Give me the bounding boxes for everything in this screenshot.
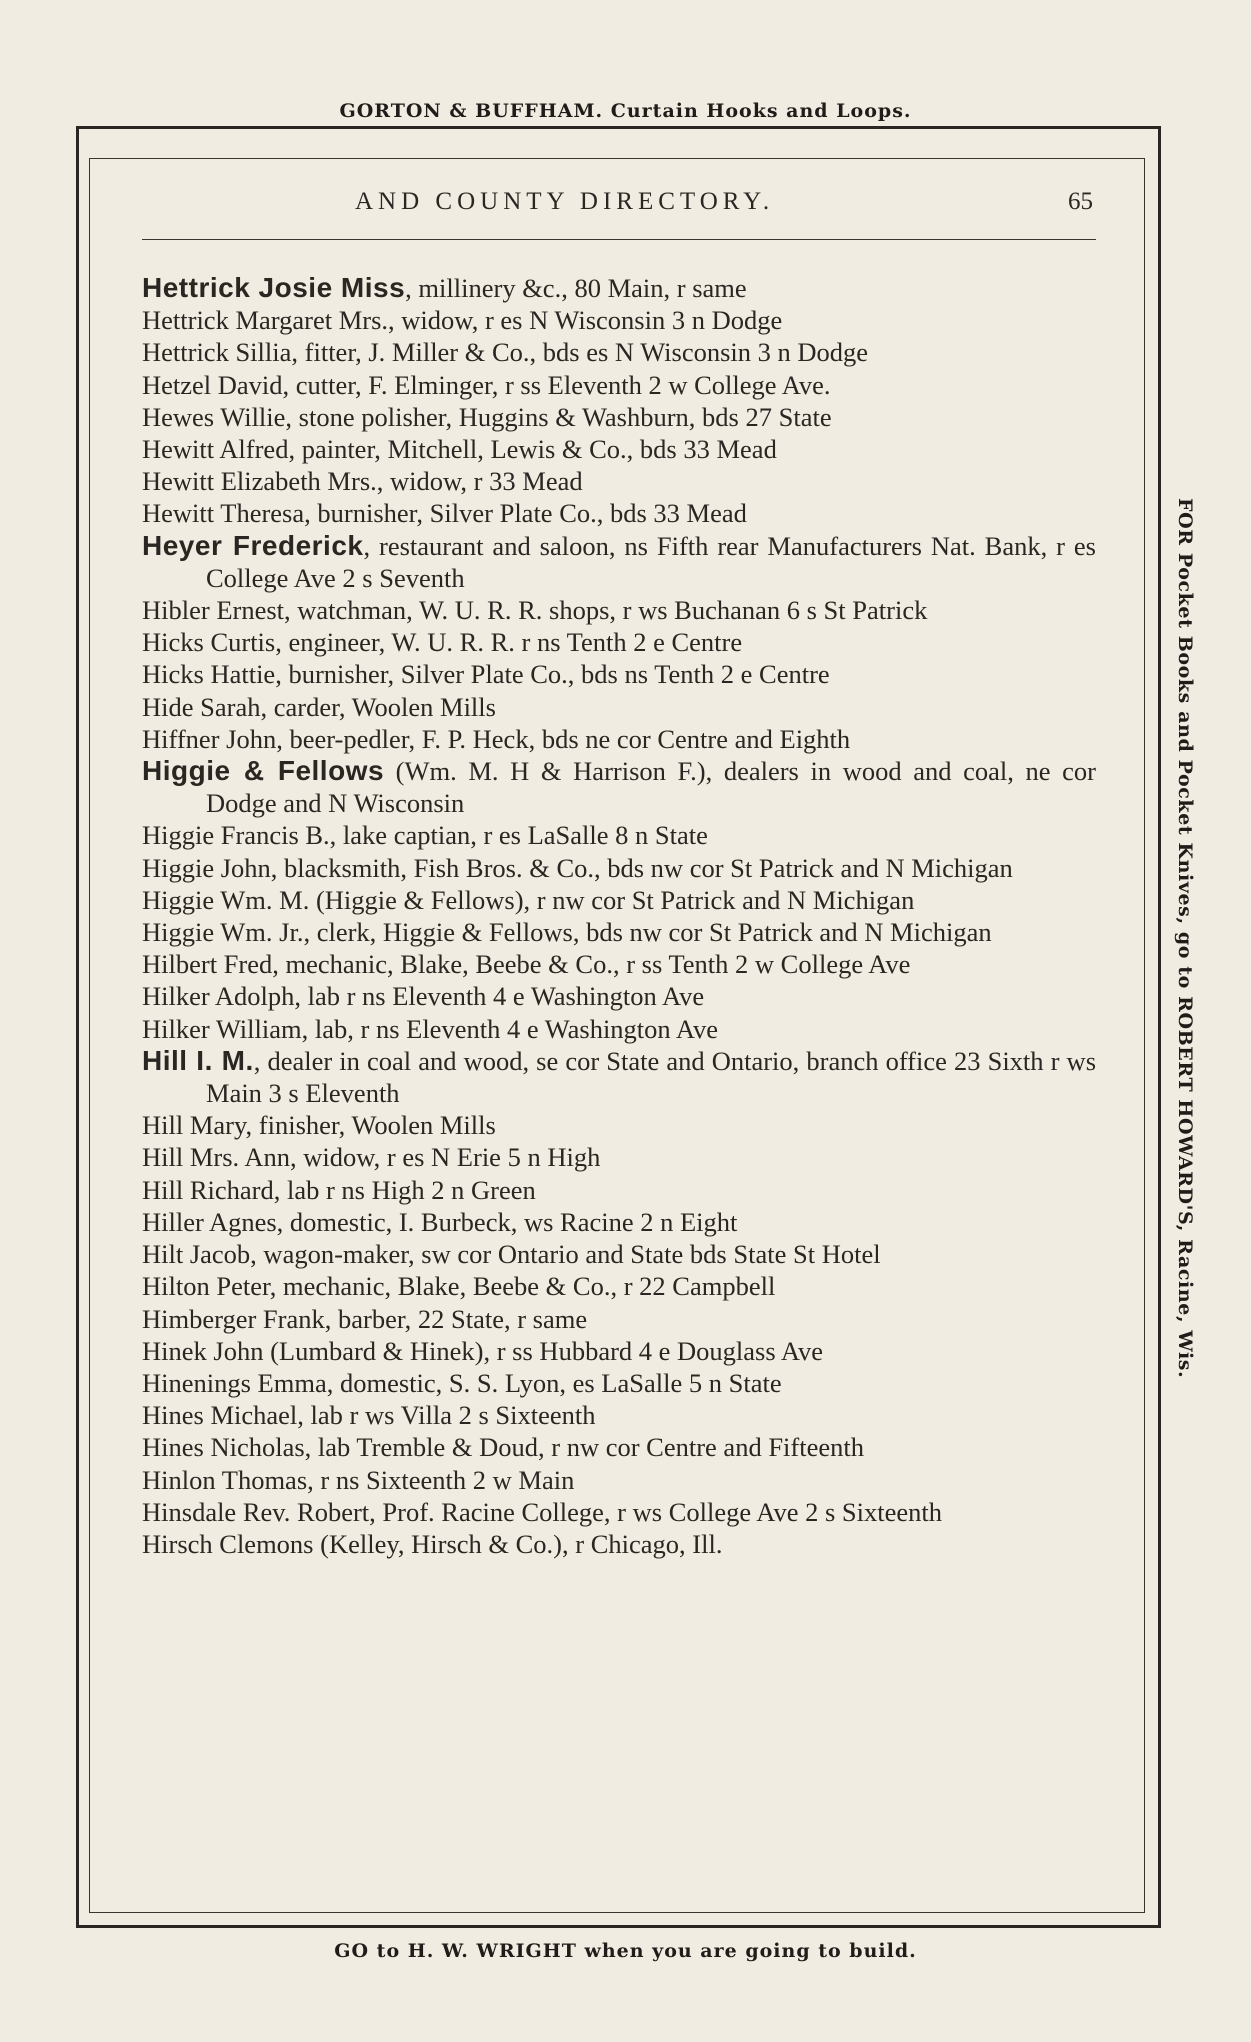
entry-text: , restaurant and saloon, ns Fifth rear Manufacturers Nat. Bank, r es College Ave 2 s Seventh xyxy=(206,530,1096,593)
directory-entry xyxy=(142,819,1096,851)
directory-entry xyxy=(142,369,1096,401)
entry-text: Hinek John (Lumbard & Hinek), r ss Hubbard 4 e Douglass Ave xyxy=(142,1335,824,1366)
entry-text: (Wm. M. H & Harrison F.), dealers in wood and coal, ne cor Dodge and N Wisconsin xyxy=(206,756,1096,819)
entry-text: Higgie Francis B., lake captian, r es LaSalle 8 n State xyxy=(142,820,708,851)
directory-entry xyxy=(142,691,1096,723)
entry-text: Higgie Wm. M. (Higgie & Fellows), r nw cor St Patrick and N Michigan xyxy=(142,884,915,915)
directory-entry xyxy=(142,723,1096,755)
directory-entry xyxy=(142,884,1096,916)
directory-entry xyxy=(142,1303,1096,1335)
directory-entry xyxy=(142,336,1096,368)
entry-text: Hines Michael, lab r ws Villa 2 s Sixteenth xyxy=(142,1400,596,1431)
entry-text: Hilker William, lab, r ns Eleventh 4 e Washington Ave xyxy=(142,1013,719,1044)
entry-text: Hinsdale Rev. Robert, Prof. Racine College, r ws College Ave 2 s Sixteenth xyxy=(142,1496,943,1527)
entry-text: Hiffner John, beer-pedler, F. P. Heck, bds ne cor Centre and Eighth xyxy=(142,723,851,754)
entry-text: Hicks Curtis, engineer, W. U. R. R. r ns Tenth 2 e Centre xyxy=(142,627,743,658)
entry-text: Hewitt Alfred, painter, Mitchell, Lewis & Co., bds 33 Mead xyxy=(142,434,777,465)
entry-text: Hilker Adolph, lab r ns Eleventh 4 e Washington Ave xyxy=(142,981,705,1012)
entry-text: Hewitt Elizabeth Mrs., widow, r 33 Mead xyxy=(142,466,583,497)
directory-entries xyxy=(142,272,1096,1560)
entry-bold-name: Hill I. M. xyxy=(142,1044,254,1076)
entry-text: Himberger Frank, barber, 22 State, r same xyxy=(142,1303,588,1334)
footer-advertisement: GO to H. W. WRIGHT when you are going to build. xyxy=(334,1940,917,1962)
entry-text: Hilbert Fred, mechanic, Blake, Beebe & Co., r ss Tenth 2 w College Ave xyxy=(142,949,911,980)
entry-text: , dealer in coal and wood, se cor State and Ontario, branch office 23 Sixth r ws Main 3 s Eleventh xyxy=(206,1045,1097,1109)
directory-entry xyxy=(142,304,1096,336)
entry-text: Hettrick Margaret Mrs., widow, r es N Wisconsin 3 n Dodge xyxy=(142,305,783,336)
entry-text: Higgie John, blacksmith, Fish Bros. & Co., bds nw cor St Patrick and N Michigan xyxy=(142,852,1013,883)
directory-entry xyxy=(142,401,1096,433)
directory-entry xyxy=(142,1109,1096,1141)
entry-text: Hide Sarah, carder, Woolen Mills xyxy=(142,691,496,722)
entry-text: Higgie Wm. Jr., clerk, Higgie & Fellows, bds nw cor St Patrick and N Michigan xyxy=(142,917,992,948)
directory-entry xyxy=(142,465,1096,497)
entry-text: Hinlon Thomas, r ns Sixteenth 2 w Main xyxy=(142,1464,575,1495)
directory-entry xyxy=(142,1045,1096,1109)
directory-entry xyxy=(142,1464,1096,1496)
directory-entry xyxy=(142,1141,1096,1173)
entry-text: Hilt Jacob, wagon-maker, sw cor Ontario and State bds State St Hotel xyxy=(142,1239,881,1270)
entry-text: Hirsch Clemons (Kelley, Hirsch & Co.), r Chicago, Ill. xyxy=(142,1528,723,1559)
entry-text: Hewes Willie, stone polisher, Huggins & Washburn, bds 27 State xyxy=(142,401,832,432)
entry-text: Hill Mary, finisher, Woolen Mills xyxy=(142,1110,496,1141)
directory-entry xyxy=(142,530,1096,594)
directory-entry xyxy=(142,755,1096,819)
directory-entry xyxy=(142,1496,1096,1528)
entry-text: Hill Mrs. Ann, widow, r es N Erie 5 n High xyxy=(142,1142,601,1173)
entry-text: Hines Nicholas, lab Tremble & Doud, r nw cor Centre and Fifteenth xyxy=(142,1432,864,1463)
entry-text: , millinery &c., 80 Main, r same xyxy=(405,273,747,303)
entry-text: Hill Richard, lab r ns High 2 n Green xyxy=(142,1174,536,1205)
directory-entry xyxy=(142,1174,1096,1206)
entry-text: Hibler Ernest, watchman, W. U. R. R. shops, r ws Buchanan 6 s St Patrick xyxy=(142,595,928,626)
directory-entry xyxy=(142,272,1096,304)
side-advertisement: FOR Pocket Books and Pocket Knives, go to ROBERT HOWARD'S, Racine, Wis. xyxy=(1174,498,1196,1379)
entry-text: Hicks Hattie, burnisher, Silver Plate Co., bds ns Tenth 2 e Centre xyxy=(142,659,830,690)
directory-entry xyxy=(142,1431,1096,1463)
directory-entry xyxy=(142,1238,1096,1270)
directory-entry xyxy=(142,626,1096,658)
directory-entry xyxy=(142,1528,1096,1560)
directory-entry xyxy=(142,916,1096,948)
directory-entry xyxy=(142,1335,1096,1367)
entry-bold-name: Higgie & Fellows xyxy=(142,755,385,787)
entry-text: Hilton Peter, mechanic, Blake, Beebe & Co., r 22 Campbell xyxy=(142,1271,776,1302)
directory-entry xyxy=(142,433,1096,465)
directory-entry xyxy=(142,497,1096,529)
entry-text: Hettrick Sillia, fitter, J. Miller & Co., bds es N Wisconsin 3 n Dodge xyxy=(142,337,869,368)
running-head: AND COUNTY DIRECTORY. xyxy=(355,188,775,215)
directory-entry xyxy=(142,1270,1096,1302)
directory-entry xyxy=(142,1399,1096,1431)
directory-entry xyxy=(142,1367,1096,1399)
header-advertisement: GORTON & BUFFHAM. Curtain Hooks and Loops. xyxy=(339,100,912,122)
entry-text: Hewitt Theresa, burnisher, Silver Plate Co., bds 33 Mead xyxy=(142,498,747,529)
directory-entry xyxy=(142,852,1096,884)
entry-bold-name: Hettrick Josie Miss xyxy=(142,272,406,303)
entry-text: Hiller Agnes, domestic, I. Burbeck, ws Racine 2 n Eight xyxy=(142,1206,738,1237)
directory-entry xyxy=(142,1013,1096,1045)
directory-entry xyxy=(142,980,1096,1012)
directory-entry xyxy=(142,1206,1096,1238)
directory-entry xyxy=(142,658,1096,690)
page-number: 65 xyxy=(1068,188,1093,215)
entry-bold-name: Heyer Frederick xyxy=(142,529,364,561)
directory-entry xyxy=(142,594,1096,626)
entry-text: Hetzel David, cutter, F. Elminger, r ss Eleventh 2 w College Ave. xyxy=(142,369,831,400)
directory-entry xyxy=(142,948,1096,980)
header-rule xyxy=(142,239,1096,240)
entry-text: Hinenings Emma, domestic, S. S. Lyon, es LaSalle 5 n State xyxy=(142,1367,782,1398)
